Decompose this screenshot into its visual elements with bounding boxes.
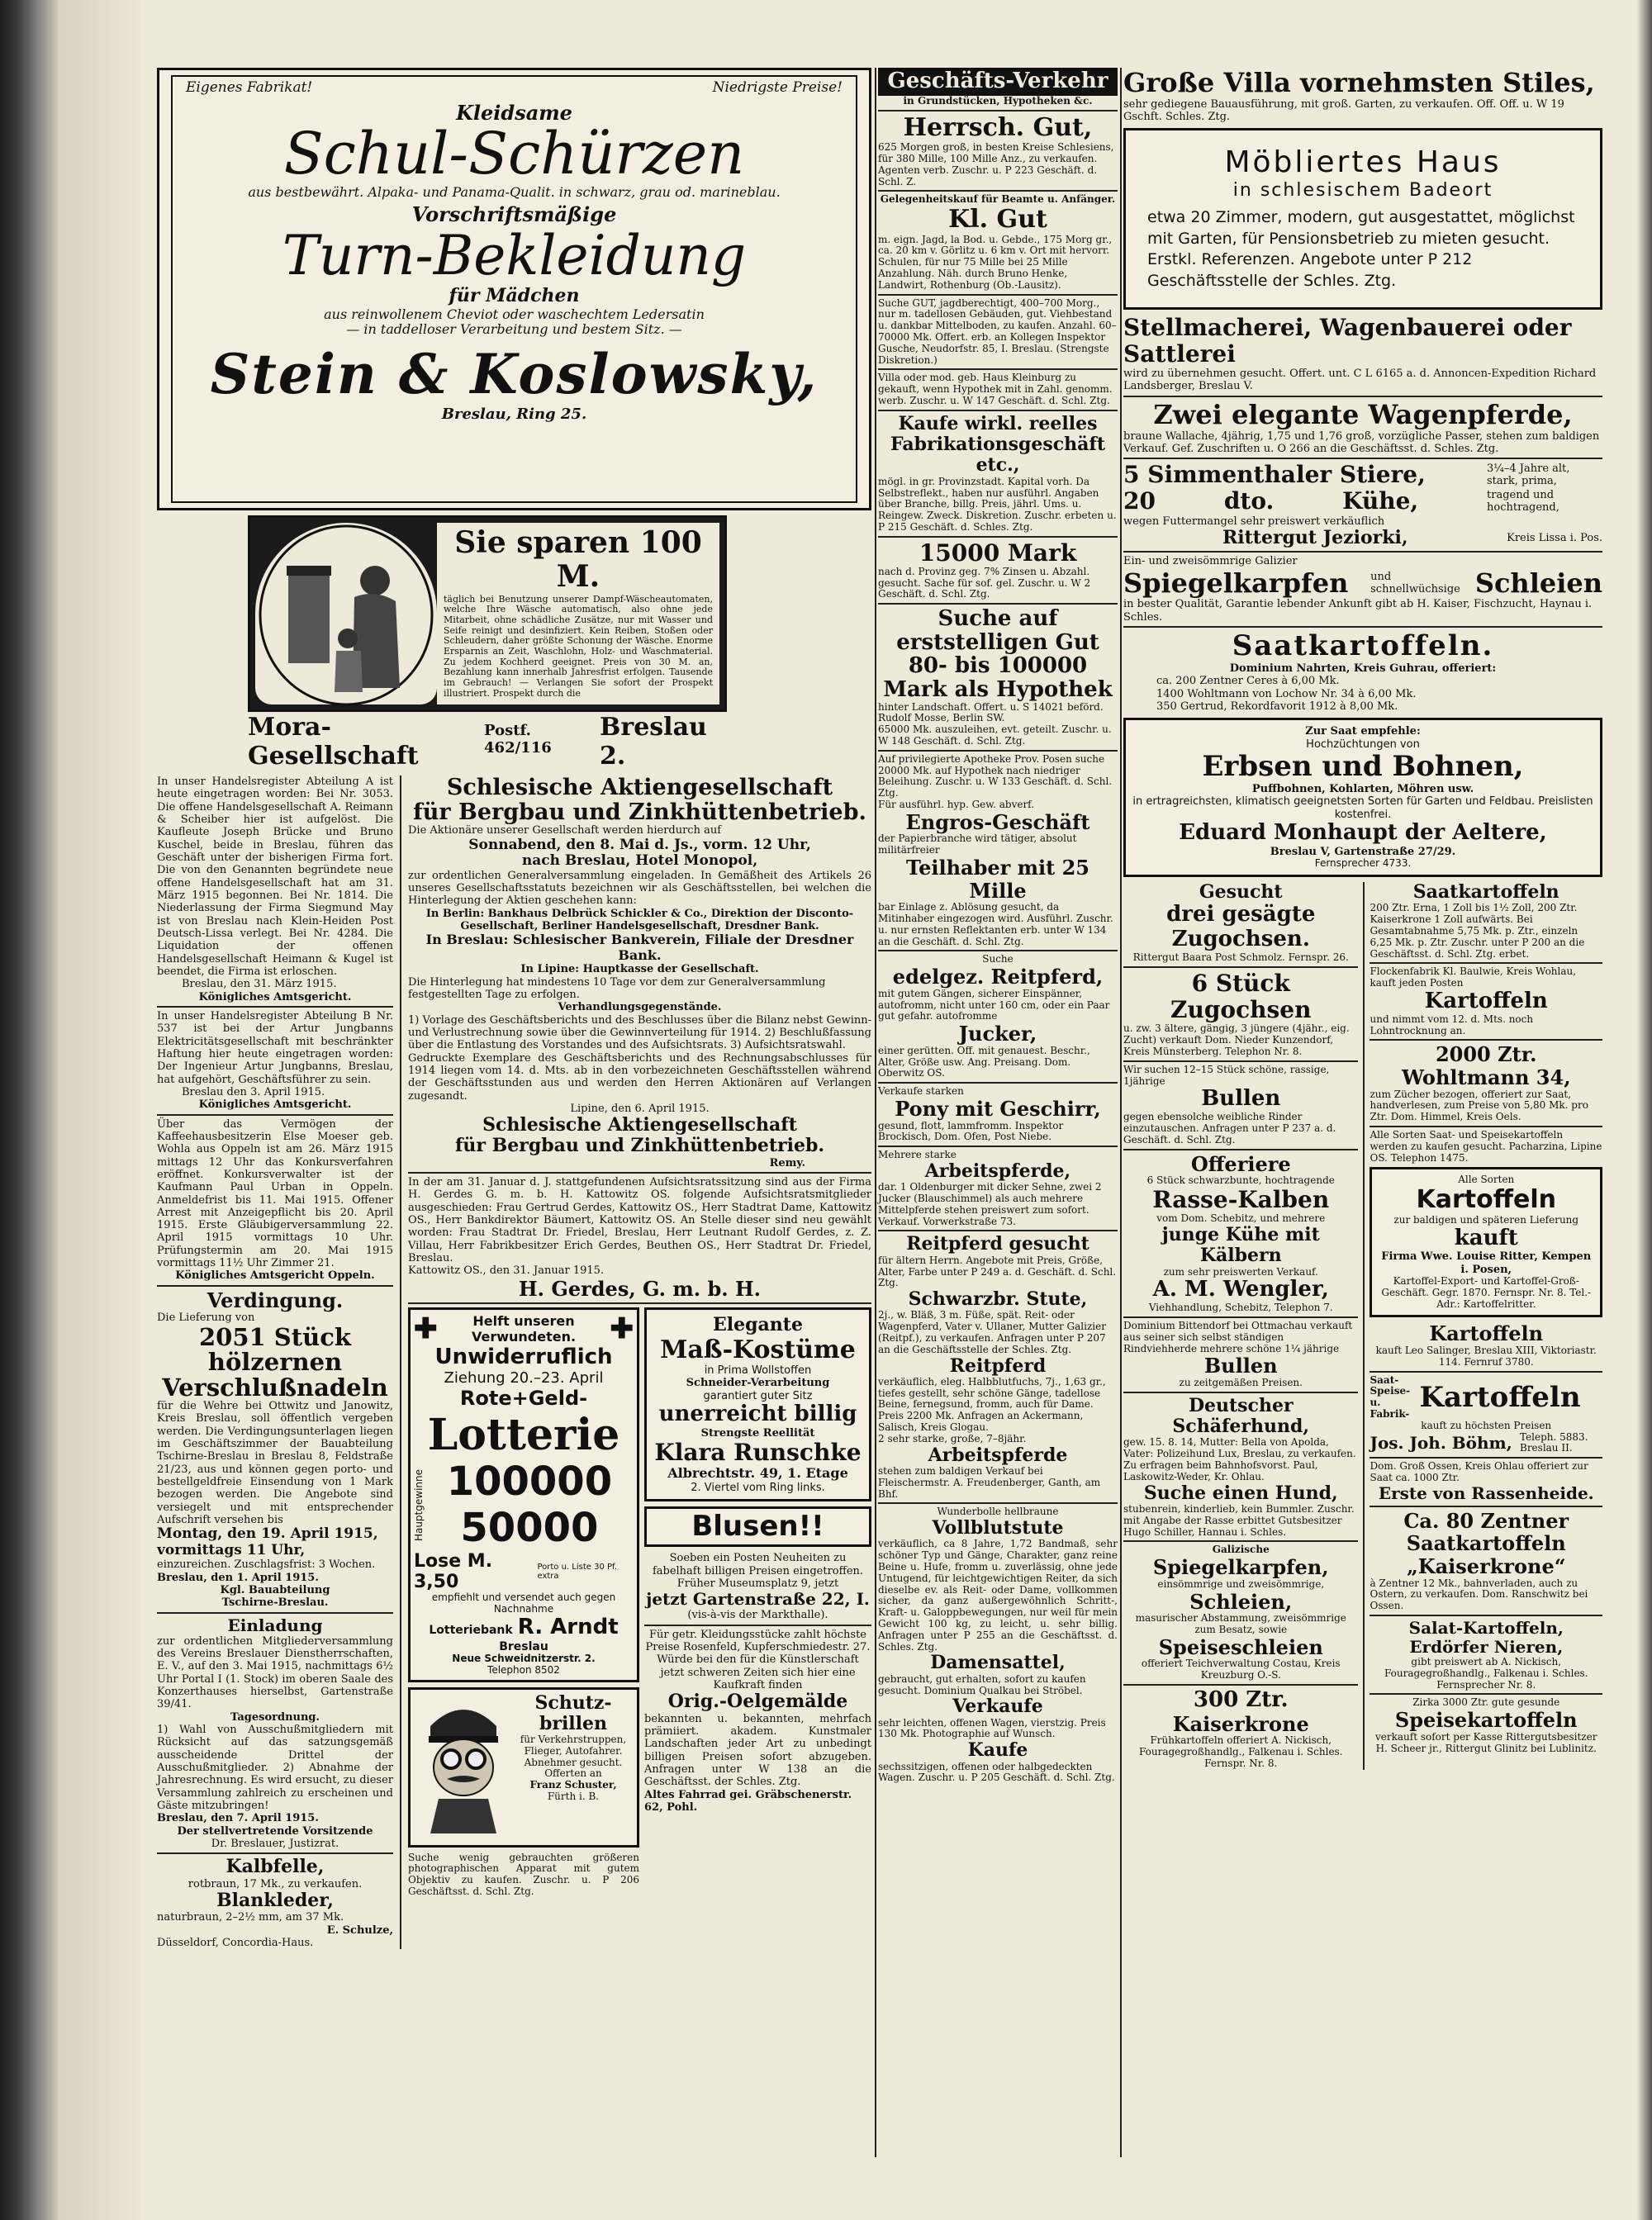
ad-headline: Verkaufe [952, 1696, 1043, 1718]
mora-post: Postf. 462/116 [484, 722, 552, 757]
ad-line: für Mädchen [449, 285, 580, 307]
aktien-berlin: In Berlin: Bankhaus Delbrück Schickler & Co., Direktion der Disconto-Gesellschaft, Berliner Handelsgesellschaft, Dresdner Bank. [425, 907, 854, 933]
ad-headline: Speisekartoffeln [1394, 1708, 1578, 1733]
lotterie-line: Ziehung 20.–23. April [444, 1369, 604, 1388]
ad-text: Teleph. 5883. Breslau II. [1520, 1430, 1588, 1454]
ad-headline: Kühe, [1342, 487, 1419, 515]
ad-headline: Erbsen und Bohnen, [1202, 750, 1524, 784]
ad-text: mit gutem Gängen, sicherer Einspänner, autofromm, nicht unter 160 cm, oder ein Paar gut gefahr. autofromme [878, 987, 1110, 1022]
ad-text: sechssitzigen, offenen oder halbgedeckten Wagen. Zuschr. u. P 205 Geschäft. d. Schl. Ztg. [878, 1760, 1115, 1784]
ad-headline: Salat-Kartoffeln, [1408, 1618, 1564, 1639]
schuerzen-ad [157, 68, 871, 510]
ad-text: 2j., w. Bläß, 3 m. Füße, spät. Reit- oder Wagenpferd, Vater v. Ullaner, Mutter Galizier (Reitpf.), zu verkaufen. Anfragen unter P 207 an die Geschäftsstelle der Schles. Ztg. [878, 1309, 1106, 1355]
ad-text: Dominium Nahrten, Kreis Guhrau, offeriert: [1229, 662, 1497, 676]
ad-headline: Kartoffeln [1429, 1321, 1544, 1346]
ad-head: Zirka 3000 Ztr. gute gesunde [1412, 1696, 1560, 1709]
lotterie-text: empfiehlt und versendet auch gegen Nachnahme [431, 1591, 616, 1615]
ad-text: offeriert Teichverwaltung Costau, Kreis Kreuzburg O.-S. [1141, 1658, 1341, 1682]
ad-num: 20 [1123, 487, 1156, 515]
ad-headline: Deutscher Schäferhund, [1172, 1394, 1310, 1438]
ad-text: gegen ebensolche weibliche Rinder einzutauschen. Anfragen unter P 237 a. d. Geschäft. d. Schl. Ztg. [1123, 1111, 1336, 1146]
kleidung-ad: Für getr. Kleidungsstücke zahlt höchste Preise Rosenfeld, Kupferschmiedestr. 27. Würde bei den für die Künstlerschaft jetzt schweren Zeiten sich hier eine Kaufkraft finden [645, 1628, 871, 1691]
ad-dto: dto. [1223, 487, 1275, 515]
mora-text: täglich bei Benutzung unserer Dampf-Wäscheautomaten, welche Ihre Wäsche automatisch, also ohne jede Mitarbeit, ohne schädliche Zusätze, nur mit Wasser und Seife reinigt und desinfiziert. Kein Reiben, Stoßen oder Schleudern, daher größte Schonung der Wäsche. Enorme Ersparnis an Zeit, Waschlohn, Holz- und Waschmaterial. Zu jedem Kochherd geeignet. Preis von 30 M. an, Bezahlung kann innerhalb Jahresfrist erfolgen. Tausende im Gebrauch! — Verlangen Sie sofort der Prospekt illustriert. Prospekt durch die [444, 593, 713, 699]
ad-text: bar Einlage z. Ablösung gesucht, da Mitinhaber eingezogen wird. Ausführl. Zuschr. u. nur ernsten Reflektanten erb. unter W 134 an die Geschäft. d. Schl. Ztg. [878, 901, 1113, 947]
ad-headline: Engros-Geschäft [905, 809, 1090, 834]
aktien-title: Schlesische Aktiengesellschaft [446, 775, 833, 800]
ad-headline: Zwei elegante Wagenpferde, [1153, 398, 1573, 430]
kost-line: Strengste Reellität [700, 1426, 815, 1440]
ad-text: Flockenfabrik Kl. Baulwie, Kreis Wohlau, kauft jeden Posten [1370, 965, 1577, 989]
ad-text: einer gerütten. Off. mit genauest. Beschr., Alter, Größe usw. Ang. Preisang. Dom. Oberwitz OS. [878, 1044, 1090, 1079]
gerdes-firm: H. Gerdes, G. m. b. H. [518, 1276, 762, 1301]
ad-headline: 15000 Mark [919, 538, 1077, 567]
ad-headline: Rasse-Kalben [1152, 1186, 1330, 1214]
schutz-text: für Verkehrstruppen, Flieger, Autofahrer. Abnehmer gesucht. Offerten an [520, 1734, 627, 1780]
ad-line: — in taddelloser Verarbeitung und bestem Sitz. — [346, 320, 682, 337]
ad-tel: Fernsprecher 4733. [1314, 857, 1412, 870]
kost-line: Albrechtstr. 49, 1. Etage [667, 1465, 848, 1482]
ad-text: 65000 Mk. auszuleihen, evt. geteilt. Zuschr. u. W 148 Geschäft. d. Schl. Ztg. [878, 723, 1112, 747]
kost-line: Elegante [713, 1314, 803, 1336]
ad-text: sehr gediegene Bauausführung, mit groß. Garten, zu verkaufen. Off. Off. u. W 19 Gschft. Schles. Ztg. [1123, 97, 1564, 124]
ad-text: Rittergut Baara Post Schmolz. Fernspr. 26. [1132, 951, 1349, 964]
notice-sig: Königliches Amtsgericht. [198, 1098, 352, 1112]
ad-text: masurischer Abstammung, zweisömmrige zum Besatz, sowie [1135, 1612, 1346, 1635]
ad-text: der Papierbranche wird tätiger, absolut militärfreier [878, 832, 1077, 856]
lotterie-headline: Lotterie [427, 1409, 620, 1460]
scan-shadow-left [0, 0, 58, 2220]
kalbfelle-title: Kalbfelle, [225, 1856, 325, 1878]
blusen-note: (vis-à-vis der Markthalle). [687, 1609, 828, 1622]
einladung-sig: Der stellvertretende Vorsitzende [177, 1824, 373, 1838]
oel-text: bekannten u. bekannten, mehrfach prämiiert. akadem. Kunstmaler Landschaften jeder Art zu unbedingt billigen Preisen sofort abzugeben. Anfragen unter W 138 an die Geschäftsst. der Schles. Ztg. [644, 1712, 871, 1789]
ad-firm: A. M. Wengler, [1152, 1277, 1329, 1302]
einladung-sig: Dr. Breslauer, Justizrat. [211, 1837, 339, 1850]
ad-tag: Eigenes Fabrikat! [186, 79, 313, 96]
blankleder-city: Düsseldorf, Concordia-Haus. [157, 1936, 314, 1949]
ads-row [408, 1307, 871, 1897]
schutz-name: Franz Schuster, [529, 1779, 617, 1791]
ad-kauft: kauft [1454, 1225, 1518, 1250]
ad-headline: Jucker, [958, 1022, 1037, 1046]
ad-text: hinter Landschaft. Offert. u. S 14021 beförd. Rudolf Mosse, Berlin SW. [878, 700, 1104, 724]
einladung-title: Einladung [227, 1615, 323, 1635]
column-rule [875, 68, 876, 2157]
ad-headline: Reitpferd gesucht [906, 1233, 1089, 1255]
ad-text: Dominium Bittendorf bei Ottmachau verkauft aus seiner sich selbst ständigen Rindviehherde mehrere schöne 1¼ jährige [1123, 1320, 1353, 1354]
ad-headline: Spiegelkarpfen, [1152, 1555, 1329, 1580]
mora-headline: Sie sparen 100 M. [454, 525, 702, 595]
ad-line: aus bestbewährt. Alpaka- und Panama-Qualit. in schwarz, grau od. marineblau. [248, 183, 781, 200]
kost-line: Maß-Kostüme [660, 1335, 856, 1364]
mora-ad [248, 515, 727, 712]
ad-head: Zur Saat empfehle: [1305, 725, 1421, 738]
ad-headline: Herrsch. Gut, [903, 112, 1093, 142]
ad-text: u. zw. 3 ältere, gängig, 3 jüngere (4jähr., eig. Zucht) verkauft Dom. Nieder Kunzendorf, Kreis Münsterberg. Telephon Nr. 8. [1123, 1022, 1350, 1057]
ad-line: aus reinwollenem Cheviot oder waschechtem Ledersatin [324, 306, 705, 322]
ad-head: Suche [982, 953, 1014, 965]
ad-line: Vorschriftsmäßige [411, 202, 617, 227]
scan-shadow-right [1637, 0, 1652, 2220]
aktien-agenda: 1) Vorlage des Geschäftsberichts und des Beschlusses über die Bilanz nebst Gewinn- und Verlustrechnung sowie über die Gewinnverteilung für 1914. 2) Beschlußfassung über die Entlastung des Vorstandes und des Aufsichtsrats. 3) Aufsichtsratswahl. [408, 1013, 871, 1052]
ad-text: verkäuflich, eleg. Halbblutfuchs, 7j., 1,63 gr., tiefes gestellt, sehr schöne Gänge, tadellose Beine, fernegsund, fromm, auch für Dame. Preis 2200 Mk. Anfragen an Ackermann, Salisch, Kreis Glogau. [878, 1375, 1106, 1434]
handelsregister-1: In unser Handelsregister Abteilung A ist heute eingetragen worden: Bei Nr. 3053. Die offene Handelsgesellschaft A. Reimann & Scheiber hier ist aufgelöst. Die Kaufleute Joseph Brücke und Bruno Kuschel, beide in Breslau, führen das Geschäft unter der bisherigen Firma fort. Die von den Genannten begründete neue offene Handelsgesellschaft hat am 31. März 1915 begonnen. Bei Nr. 1814. Die Niederlassung der Firma Siegmund May ist von Breslau nach Klein-Heiden Post Deutsch-Lissa verlegt. Bei Nr. 4284. Die Liquidation der offenen Handelsgesellschaft Heimann & Kugel ist beendet, die Firma ist erloschen. [157, 776, 393, 978]
ad-firm: Firma Wwe. Louise Ritter, Kempen i. Posen, [1381, 1250, 1592, 1276]
ad-text: nach d. Provinz geg. 7% Zinsen u. Abzahl. gesucht. Sache für sof. gel. Zuschr. u. W 2 Geschäft. d. Schl. Ztg. [878, 565, 1091, 600]
lotterie-prize: 50000 [460, 1504, 599, 1551]
blankleder-title: Blankleder, [216, 1889, 334, 1911]
ad-text: und nimmt vom 12. d. Mts. noch Lohntrocknung an. [1370, 1013, 1534, 1036]
ad-headline: Stellmacherei, Wagenbauerei oder Sattlerei [1123, 313, 1572, 368]
lotterie-ad [408, 1307, 639, 1682]
verdingung-intro: Die Lieferung von [157, 1312, 255, 1325]
aktien-agenda-title: Verhandlungsgegenstände. [558, 1001, 722, 1014]
verdingung-text2: einzureichen. Zuschlagsfrist: 3 Wochen. [157, 1558, 376, 1572]
ad-headline: Damensattel, [930, 1652, 1066, 1674]
ad-head: Verkaufe starken [878, 1085, 964, 1098]
fahrrad-ad: Altes Fahrrad gei. Gräbschenerstr. 62, Pohl. [644, 1788, 852, 1814]
lotterie-line: Rote+Geld- [459, 1386, 588, 1410]
blankleder-text: naturbraun, 2–2½ mm, am 37 Mk. [157, 1911, 344, 1924]
verdingung-date: Montag, den 19. April 1915, vormittags 11 Uhr, [157, 1525, 378, 1558]
ad-text: Für ausführl. hyp. Gew. abverf. [878, 799, 1035, 811]
lotterie-price-note: Porto u. Liste 30 Pf. extra [537, 1562, 618, 1582]
ad-headline: Kaiserkrone [1172, 1711, 1309, 1736]
lotterie-addr: Neue Schweidnitzerstr. 2. [452, 1652, 596, 1664]
ad-text: gesund, flott, lammfromm. Inspektor Brockisch, Dom. Ofen, Post Niebe. [878, 1119, 1064, 1143]
verdingung-sig: Kgl. Bauabteilung [220, 1584, 330, 1597]
ad-firm: Eduard Monhaupt der Aeltere, [1179, 820, 1547, 846]
einladung-agenda-title: Tagesordnung. [230, 1710, 320, 1724]
oel-title: Orig.-Oelgemälde [667, 1691, 848, 1713]
ad-headline: Kl. Gut [948, 205, 1047, 235]
lotterie-tel: Telephon 8502 [487, 1663, 560, 1676]
ad-text: mögl. in gr. Provinzstadt. Kapital vorh. Da Selbstreflekt., haben nur ausführl. Angaben über Branche, billg. Preis, jährl. Ums. u. Reingew. Zweck. Diskretion. Zuschr. erbeten u. P 215 Geschäft. d. Schles. Ztg. [878, 475, 1117, 533]
konkurs-notice: Über das Vermögen der Kaffeehausbesitzerin Else Moeser geb. Wohla aus Oppeln ist am 26. März 1915 mittags 12 Uhr das Konkursverfahren eröffnet. Konkursverwalter ist der Kaufmann Paul Urban in Oppeln. Anmeldefrist bis 11. Mai 1915. Offener Arrest mit Anzeigepflicht bis 20. April 1915. Erste Gläubigerversammlung 22. April 1915 vormittags 10 Uhr. Prüfungstermin am 20. Mai 1915 vormittags 11½ Uhr Zimmer 21. [157, 1117, 393, 1270]
kostueme-ad [644, 1307, 871, 1501]
ad-headline: Speiseschleien [1158, 1634, 1323, 1659]
ad-headline: Erste von Rassenheide. [1378, 1482, 1594, 1503]
kost-line: unerreicht billig [658, 1402, 857, 1427]
ad-head: Alle Sorten [1458, 1174, 1515, 1186]
ad-head: Gelegenheitskauf für Beamte u. Anfänger. [880, 193, 1116, 206]
notice-sig: Königliches Amtsgericht. [198, 990, 352, 1003]
mora-city: Breslau 2. [600, 713, 707, 771]
ad-text: stubenrein, kinderlieb, kein Bummler. Zuschr. mit Angabe der Rasse erbittet Gutsbesitzer Hugo Schiller, Hannau i. Schles. [1123, 1502, 1355, 1538]
ad-headline: Suche einen Hund, [1143, 1482, 1338, 1504]
verdingung-place: Breslau, den 1. April 1915. [157, 1571, 319, 1584]
lotterie-top: Helft unseren [472, 1313, 575, 1330]
kost-line: garantiert guter Sitz [703, 1389, 813, 1402]
ad-headline: Turn-Bekleidung [282, 223, 747, 287]
ad-address: Breslau, Ring 25. [441, 406, 587, 424]
ad-text: kauft zu höchsten Preisen [1421, 1419, 1552, 1431]
ad-text: zum sehr preiswerten Verkauf. [1163, 1265, 1318, 1278]
ad-firm: Rittergut Jeziorki, [1222, 526, 1408, 548]
col4-split [1123, 882, 1602, 1770]
ad-headline: 5 Simmenthaler Stiere, [1123, 461, 1426, 489]
kalbfelle-text: rotbraun, 17 Mk., zu verkaufen. [188, 1877, 363, 1890]
ad-addr: Breslau V, Gartenstraße 27/29. [1270, 846, 1456, 858]
ad-headline: Bullen [1201, 1086, 1281, 1112]
ad-text: wird zu übernehmen gesucht. Offert. unt. C L 6165 a. d. Annoncen-Expedition Richard Landsberger, Breslau V. [1123, 368, 1597, 393]
col4-left [1123, 882, 1365, 1770]
col4-right [1365, 882, 1602, 1770]
ad-head: Galizische [1212, 1544, 1270, 1556]
kost-line: in Prima Wollstoffen [704, 1364, 812, 1378]
soldier-portrait [414, 1693, 513, 1837]
section-header: Geschäfts-Verkehr [878, 68, 1118, 96]
moebl-sub: in schlesischem Badeort [1232, 179, 1493, 201]
moebl-ad [1123, 128, 1602, 309]
mora-firm: Mora-Gesellschaft [248, 713, 419, 771]
aktien-breslau: In Breslau: Schlesischer Bankverein, Filiale der Dresdner Bank. [425, 932, 854, 963]
ad-headline: 300 Ztr. [1193, 1686, 1289, 1712]
ad-text: Suche GUT, jagdberechtigt, 400–700 Morg., nur m. tadellosen Gebäuden, gut. Viehbestand u. dankbar Mittelboden, zu kaufen. Anzahl. 60–70000 Mk. Offert. erb. an Kollegen Inspektor Gusche, Neudorfstr. 85, I. Breslau. (Strengste Diskretion.) [878, 296, 1117, 366]
aktien-date2: Lipine, den 6. April 1915. [570, 1102, 710, 1115]
schutz-city: Fürth i. B. [547, 1791, 600, 1803]
ad-head: Hochzüchtungen von [1306, 738, 1420, 751]
ad-text: verkäuflich, ca 8 Jahre, 1,72 Bandmaß, sehr schöner Typ und Gänge, Charakter, ganz reine Beine u. Hufe, fromm u. zuverlässig, ohne jede Untugend, für leichtgewichtigen Reiter, da sich dieselbe ev. als Reit- oder Dame, vollkommen sicher, da ganz außergewöhnlich Schritt-, Kraft- u. Galoppbewegungen, nur weil für mein Gewicht 100 kg, zu leicht, u. sehr billig. Anfragen unter P 255 an die Geschäftsst. d. Schles. Ztg. [878, 1538, 1118, 1653]
lotterie-prize: 100000 [446, 1459, 613, 1506]
ad-text: 2 sehr starke, große, 7–8jähr. [878, 1432, 1027, 1444]
ad-text: m. eign. Jagd, la Bod. u. Gebde., 175 Morg gr., ca. 20 km v. Görlitz u. 6 km v. Ort mit hervorr. Schulen, für nur 75 Mille bei 25 Mille Anzahlung. Näh. durch Bruno Henke, Landwirt, Rothenburg (Ob.-Lausitz). [878, 233, 1113, 291]
ad-text: gebraucht, gut erhalten, sofort zu kaufen gesucht. Dominium Qualkau bei Ströbel. [878, 1672, 1086, 1696]
aktien-sig: Remy. [769, 1156, 805, 1169]
lotterie-bank: Lotteriebank [429, 1623, 513, 1637]
ad-text: tragend und hochtragend, [1487, 489, 1559, 515]
ad-text: à Zentner 12 Mk., bahnverladen, auch zu Ostern, zu verkaufen. Dom. Ranschwitz bei Ossen. [1370, 1577, 1588, 1612]
ad-headline: Schul-Schürzen [283, 120, 745, 188]
ad-text: kauft Leo Salinger, Breslau XIII, Viktoriastr. 114. Fernruf 3780. [1375, 1345, 1597, 1368]
ad-headline: „Kaiserkrone“ [1406, 1554, 1566, 1579]
blankleder-firm: E. Schulze, [326, 1924, 393, 1937]
verdingung-sig: Tschirne-Breslau. [221, 1596, 329, 1610]
ad-headline: Vollblutstute [932, 1517, 1064, 1539]
aktien-text: Die Hinterlegung hat mindestens 10 Tage vor dem zur Generalversammlung festgestellten Tage zu erfolgen. [408, 975, 826, 1001]
kost-line: Schneider-Verarbeitung [686, 1377, 830, 1390]
ad-headline: Kartoffeln [1416, 1185, 1556, 1215]
ad-text: vom Dom. Schebitz, und mehrere [1156, 1212, 1326, 1225]
ad-text: verkauft sofort per Kasse Rittergutsbesitzer H. Scheer jr., Rittergut Glinitz bei Lublinitz. [1375, 1730, 1597, 1754]
einladung-text: zur ordentlichen Mitgliederversammlung des Vereins Breslauer Dienstherrschaften, E. V., auf den 3. Mai 1915, nachmittags 6½ Uhr Portal I (1. Stock) im oberen Saale des Konzerthauses hierselbst, Gartenstraße 39/41. [157, 1634, 393, 1711]
ad-headline: Schleien [1474, 567, 1602, 599]
red-cross-icon: ✚ [610, 1312, 634, 1346]
ad-head: Ein- und zweisömmrige Galizier [1123, 555, 1298, 568]
red-cross-icon: ✚ [414, 1312, 438, 1346]
ad-headline: Saatkartoffeln [1406, 1531, 1566, 1556]
ad-headline: Bullen [1203, 1354, 1278, 1378]
ad-line: Kleidsame [456, 100, 572, 125]
aktien-text: Die Aktionäre unserer Gesellschaft werden hierdurch auf [408, 824, 722, 837]
moebl-title: Möbliertes Haus [1224, 145, 1502, 180]
ad-headline: Saatkartoffeln [1412, 881, 1559, 904]
ad-text: gibt preiswert ab A. Nickisch, Fouragegroßhandlg., Falkenau i. Schles. Fernsprecher Nr. 8. [1384, 1656, 1588, 1691]
ad-headline: Erdörfer Nieren, [1409, 1637, 1564, 1658]
aktien-lipine: In Lipine: Hauptkasse der Gesellschaft. [520, 963, 759, 976]
ad-tag: Niedrigste Preise! [712, 79, 843, 96]
lower-left-area [157, 776, 871, 1949]
aktien-date: Sonnabend, den 8. Mai d. Js., vorm. 12 Uhr, [468, 836, 811, 853]
ad-head: Offeriere [1190, 1151, 1291, 1176]
ad-headline: 2000 Ztr. Wohltmann 34, [1401, 1042, 1571, 1090]
page-margin [58, 0, 140, 2220]
aktien-sig: Schlesische Aktiengesellschaft [482, 1114, 797, 1136]
kost-line: 2. Viertel vom Ring links. [691, 1481, 825, 1494]
ad-text: Kartoffel-Export- und Kartoffel-Groß-Geschäft. Gegr. 1870. Fernspr. Nr. 8. Tel.-Adr.: Kartoffelritter. [1381, 1275, 1592, 1310]
ad-line: ca. 200 Zentner Ceres à 6,00 Mk. [1156, 675, 1340, 688]
ad-text: sehr leichten, offenen Wagen, vierstzig. Preis 130 Mk. Photographie auf Wunsch. [878, 1716, 1106, 1740]
column-2 [401, 776, 871, 1949]
ad-firm: Stein & Koslowsky, [210, 342, 819, 407]
apparat-ad: Suche wenig gebrauchten größeren photographischen Apparat mit gutem Objektiv zu kaufen. Zuschr. u. P 206 Geschäftsst. d. Schl. Ztg. [408, 1851, 639, 1897]
lotterie-side: Hauptgewinne [413, 1469, 425, 1542]
gerdes-text: In der am 31. Januar d. J. stattgefundenen Aufsichtsratssitzung sind aus der Firma H. Gerdes G. m. b. H. Kattowitz OS. folgende Aufsichtsratsmitglieder ausgeschieden: Frau Gertrud Gerdes, Kattowitz OS., Herr Stadtrat Dame, Kattowitz OS., Herr Bankdirektor Bäumert, Kattowitz OS. An Stelle dieser sind neu gewählt worden: Frau Stadtrat Dr. Friedel, Breslau, Herr Leutnant Rudolf Gerdes, z. Z. Villau, Herr Fabrikbesitzer Erich Gerdes, Beuthen OS., Herr Stadtrat Dr. Friedel, Breslau. [408, 1176, 871, 1265]
blusen-title-box [644, 1506, 871, 1547]
ad-head: Saat- Speise- u. Fabrik- [1370, 1373, 1411, 1421]
ad-headline: Suche auf erststelligen Gut 80- bis 100000 Mark als Hypothek [883, 606, 1113, 703]
column-4 [1123, 68, 1602, 1770]
ad-sub: zur baldigen und späteren Lieferung [1393, 1213, 1579, 1226]
ad-text: Villa oder mod. geb. Haus Kleinburg zu gekauft, wenn Hypothek mit in Zahl. genomm. werb. Zuschr. u. W 147 Geschäft. d. Schl. Ztg. [878, 372, 1113, 407]
ad-text: gew. 15. 8. 14, Mutter: Bella von Apolda, Vater: Polizeihund Lux, Breslau, zu verkaufen. Zu erfragen beim Bahnhofsvorst. Paul, Laskowitz-Weder, Kr. Ohlau. [1123, 1436, 1356, 1482]
moebl-text: etwa 20 Zimmer, modern, gut ausgestattet, möglichst mit Garten, für Pensionsbetrieb zu mieten gesucht. Erstkl. Referenzen. Angebote unter P 212 Geschäftsstelle der Schles. Ztg. [1147, 208, 1575, 291]
lotterie-line: Unwiderruflich [434, 1345, 613, 1370]
ad-text: dar. 1 Oldenburger mit dicker Sehne, zwei 2 Jucker (Blauschimmel) als auch mehrere Mittelpferde stehen preiswert zum sofort. Verkauf. Vorwerkstraße 73. [878, 1181, 1102, 1227]
aktien-title: für Bergbau und Zinkhüttenbetrieb. [413, 799, 866, 825]
ad-headline: Reitpferd [949, 1354, 1047, 1377]
ad-text: Viehhandlung, Schebitz, Telephon 7. [1148, 1302, 1333, 1314]
ad-text: zum Zücher bezogen, offeriert zur Saat, handverlesen, zum Preise von 5,80 Mk. pro Ztr. Dom. Himmel, Kreis Oels. [1370, 1088, 1588, 1123]
lotterie-price: Lose M. 3,50 [414, 1550, 493, 1593]
gerdes-date: Kattowitz OS., den 31. Januar 1915. [408, 1264, 605, 1278]
handelsregister-2: In unser Handelsregister Abteilung B Nr. 537 ist bei der Artur Jungbanns Elektricitätsgesellschaft mit beschränkter Haftung hier heute eingetragen worden: Der Ingenieur Artur Jungbanns, Breslau, hat aufgehört, Geschäftsführer zu sein. [157, 1009, 393, 1086]
column-3 [878, 68, 1118, 1784]
washer-illustration [255, 523, 437, 704]
ad-head: Gesucht [1199, 881, 1283, 904]
ad-headline: Spiegelkarpfen [1123, 567, 1349, 599]
notice-date: Breslau, den 31. März 1915. [182, 978, 337, 991]
ad-head: Wunderbolle hellbraune [937, 1506, 1059, 1518]
ad-text: braune Wallache, 4jährig, 1,75 und 1,76 groß, vorzügliche Passer, stehen zum baldigen Verkauf. Gef. Zuschriften u. O 266 an die Geschäftsst. d. Schles. Ztg. [1123, 429, 1600, 455]
schutz-title: Schutz-brillen [534, 1691, 612, 1734]
aktien-text: zur ordentlichen Generalversammlung eingeladen. In Gemäßheit des Artikels 26 unseres Gesellschaftsstatuts bezeichnen wir als Geschäftsstellen, bei welchen die Hinterlegung der Aktien geschehen kann: [408, 869, 871, 908]
ad-text: und schnellwüchsige [1370, 570, 1460, 595]
einladung-agenda: 1) Wahl von Ausschußmitgliedern mit Rücksicht auf das satzungsgemäß ausscheidende Drittel der Ausschußmitglieder. 2) Abnahme der Jahresrechnung. Es wird ersucht, zu dieser Versammlung zahlreich zu erscheinen und Gäste mitzubringen! [157, 1724, 393, 1812]
section-sub: in Grundstücken, Hypotheken &c. [903, 94, 1093, 107]
ad-headline: Große Villa vornehmsten Stiles, [1123, 67, 1595, 98]
ad-headline: Arbeitspferde, [924, 1160, 1071, 1182]
notice-sig: Königliches Amtsgericht Oppeln. [175, 1269, 375, 1283]
ad-headline: Schwarzbr. Stute, [908, 1288, 1088, 1311]
ad-headline: Kaufe wirkl. reelles Fabrikationsgeschäft etc., [890, 412, 1106, 477]
erbsen-ad [1123, 718, 1602, 877]
ad-text: Wir suchen 12–15 Stück schöne, rassige, 1jährige [1123, 1063, 1330, 1087]
ad-headline: junge Kühe mit Kälbern [1161, 1224, 1320, 1267]
kartoffeln-box [1370, 1167, 1602, 1317]
ad-head: Mehrere starke [878, 1149, 957, 1161]
verdingung-title: Verdingung. [206, 1288, 344, 1312]
ad-headline: drei gesägte Zugochsen. [1166, 902, 1316, 952]
column-left [157, 68, 871, 1949]
blusen-addr: jetzt Gartenstraße 22, I. [646, 1589, 870, 1610]
ad-text: 6 Stück schwarzbunte, hochtragende [1146, 1174, 1335, 1187]
ad-text: einsömmrige und zweisömmrige, [1157, 1577, 1325, 1590]
ad-headline: 6 Stück Zugochsen [1170, 970, 1312, 1024]
ad-headline: Pony mit Geschirr, [895, 1096, 1101, 1121]
ad-text: für ältern Herrn. Angebote mit Preis, Größe, Alter, Farbe unter P 249 a. d. Geschäft. d. Schl. Ztg. [878, 1254, 1117, 1289]
ad-headline: Teilhaber mit 25 Mille [905, 856, 1089, 903]
ad-text: in bester Qualität, Garantie lebender Ankunft gibt ab H. Kaiser, Fischzucht, Haynau i. Schles. [1123, 598, 1593, 624]
blusen-text: Soeben ein Posten Neuheiten zu fabelhaft billigen Preisen eingetroffen. Früher Museumsplatz 9, jetzt [652, 1552, 864, 1590]
aktien-text: Gedruckte Exemplare des Geschäftsberichts und des Rechnungsabschlusses für 1914 liegen vom 14. d. Mts. ab in den vorbezeichneten Geschäftsstellen während der Geschäftsstunden aus und werden den Herren Aktionären auf Verlangen zugesandt. [408, 1051, 871, 1103]
ad-headline: Schleien, [1189, 1589, 1293, 1614]
aktien-place: nach Breslau, Hotel Monopol, [521, 852, 758, 870]
mora-row [157, 515, 871, 717]
ad-headline: Kartoffeln [1424, 989, 1548, 1013]
ad-firm: Jos. Joh. Böhm, [1370, 1432, 1512, 1453]
verdingung-headline: 2051 Stück hölzernen Verschlußnadeln [162, 1322, 388, 1402]
ad-text: stehen zum baldigen Verkauf bei Fleischermstr. A. Freudenberger, Ganth, am Bhf. [878, 1464, 1101, 1500]
lotterie-top: Verwundeten. [471, 1328, 577, 1345]
ad-text: wegen Futtermangel sehr preiswert verkäuflich [1123, 515, 1385, 528]
ad-headline: Saatkartoffeln. [1232, 629, 1494, 662]
ad-line: 350 Gertrud, Rekordfavorit 1912 à 8,00 Mk. [1156, 700, 1398, 714]
blusen-title: Blusen!! [691, 1510, 824, 1544]
ad-headline: edelgez. Reitpferd, [892, 965, 1104, 989]
lotterie-city: Breslau [499, 1639, 548, 1653]
ad-text: Frühkartoffeln offeriert A. Nickisch, Fouragegroßhandlg., Falkenau i. Schles. Fernspr. Nr. 8. [1138, 1734, 1343, 1769]
column-1 [157, 776, 401, 1949]
ad-head: Ca. 80 Zentner [1403, 1508, 1569, 1533]
ad-text: Auf privilegierte Apotheke Prov. Posen suche 20000 Mk. auf Hypothek nach niedriger Beleihung. Zuschr. u. W 133 Geschäft. d. Schl. Ztg. [878, 752, 1113, 799]
schutzbrillen-ad [408, 1687, 639, 1848]
ad-text: in ertragreichsten, klimatisch geeignetsten Sorten für Garten und Feldbau. Preislisten kostenfrei. [1132, 795, 1593, 821]
column-rule [1120, 68, 1122, 2157]
ad-text: Kreis Lissa i. Pos. [1507, 531, 1602, 544]
ad-text: 200 Ztr. Erna, 1 Zoll bis 1½ Zoll, 200 Ztr. Kaiserkrone 1 Zoll aufwärts. Bei Gesamtabnahme 5,75 Mk. p. Ztr., einzeln 6,25 Mk. p. Ztr. Zuschr. unter P 200 an die Geschäftsst. d. Schl. Ztg. erbet. [1370, 902, 1585, 960]
ad-line: 1400 Wohltmann von Lochow Nr. 34 à 6,00 Mk. [1156, 687, 1417, 700]
ad-text: zu zeitgemäßen Preisen. [1179, 1377, 1303, 1389]
ad-sub: Puffbohnen, Kohlarten, Möhren usw. [1251, 783, 1474, 796]
notice-date: Breslau den 3. April 1915. [182, 1085, 325, 1098]
einladung-date: Breslau, den 7. April 1915. [157, 1812, 319, 1825]
ad-text: 625 Morgen groß, in besten Kreise Schlesiens, für 380 Mille, 100 Mille Anz., zu verkaufen. Agenten verb. Zuschr. u. P 223 Geschäft. d. Schl. Z. [878, 141, 1114, 187]
ad-headline: Kaufe [967, 1739, 1028, 1762]
ad-text: Dom. Groß Ossen, Kreis Ohlau offeriert zur Saat ca. 1000 Ztr. [1370, 1460, 1588, 1484]
lotterie-name: R. Arndt [517, 1614, 619, 1639]
ad-headline: Arbeitspferde [928, 1444, 1068, 1466]
kost-line: Klara Runschke [654, 1439, 862, 1467]
verdingung-text: für die Wehre bei Ottwitz und Janowitz, Kreis Breslau, soll öffentlich vergeben werden. Die Verdingungsunterlagen liegen im Geschäftszimmer der Bauabteilung Tschirne-Breslau in Breslau 8, Feldstraße 21/23, aus und können gegen porto- und bestellgeldfreie Einsendung von 1 Mark bezogen werden. Die Angebote sind versiegelt und mit entsprechender Aufschrift versehen bis [157, 1400, 393, 1526]
ad-text: Alle Sorten Saat- und Speisekartoffeln werden zu kaufen gesucht. Pacharzina, Lipine OS. Telephon 1475. [1370, 1129, 1602, 1164]
ad-text: 3¼–4 Jahre alt, stark, prima, [1487, 462, 1570, 488]
aktien-sig: für Bergbau und Zinkhüttenbetrieb. [454, 1135, 825, 1157]
ad-headline: Kartoffeln [1419, 1380, 1581, 1414]
